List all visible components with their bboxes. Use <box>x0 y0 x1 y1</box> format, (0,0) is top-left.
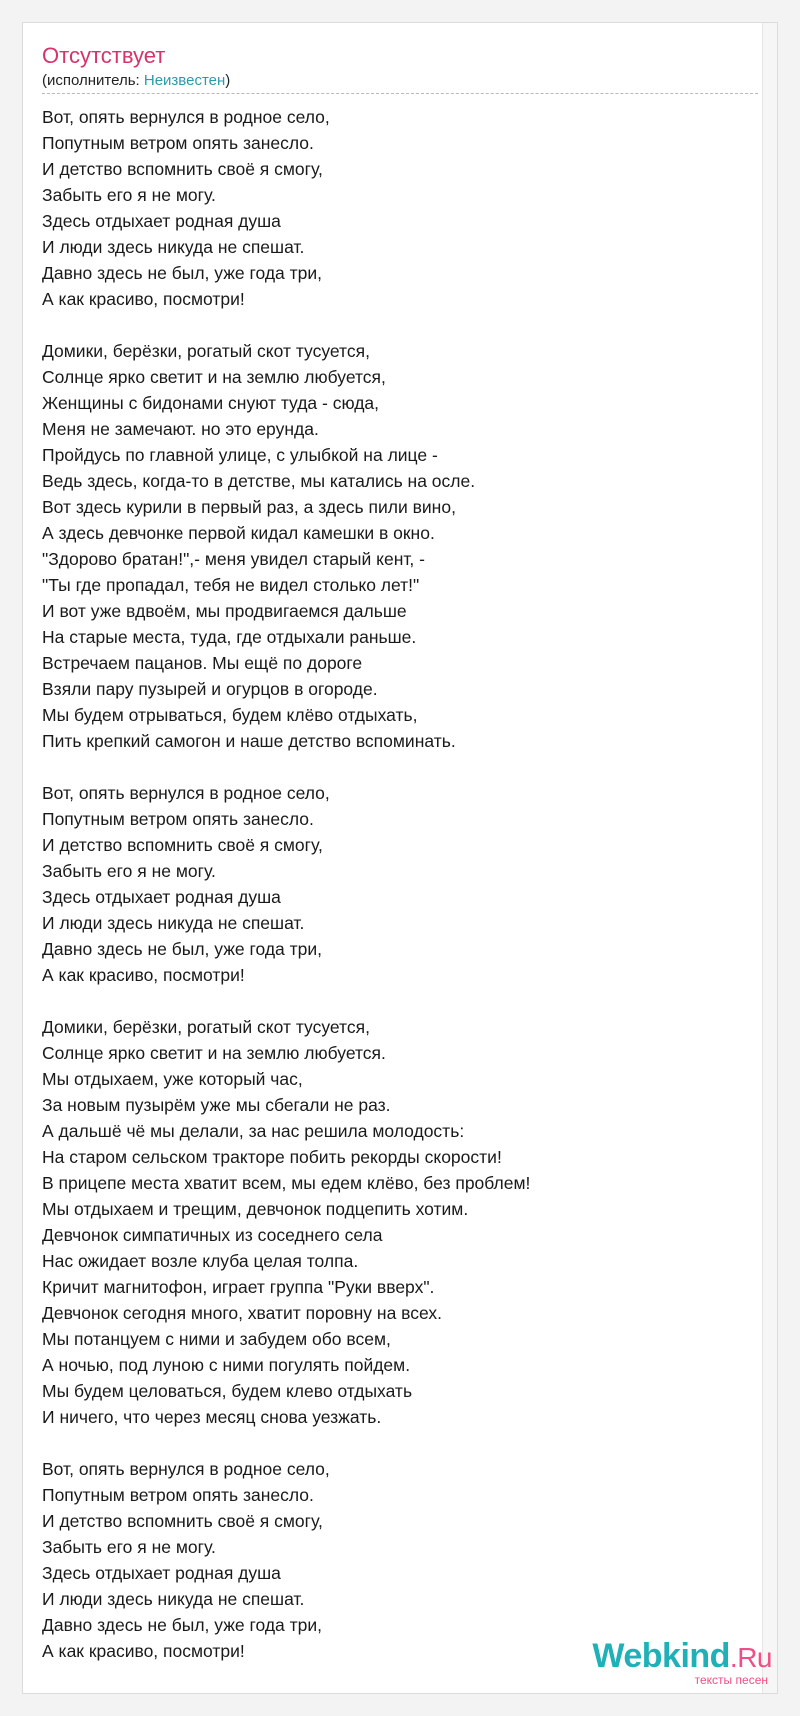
lyric-line: Попутным ветром опять занесло. <box>42 1485 314 1505</box>
lyric-line: И детство вспомнить своё я смогу, <box>42 1511 323 1531</box>
lyric-line: Давно здесь не был, уже года три, <box>42 939 323 959</box>
lyric-line: Попутным ветром опять занесло. <box>42 809 314 829</box>
lyric-line: Пить крепкий самогон и наше детство вспоминать. <box>42 731 456 751</box>
lyric-line: На старые места, туда, где отдыхали раньше. <box>42 627 417 647</box>
lyric-line: Домики, берёзки, рогатый скот тусуется, <box>42 341 370 361</box>
site-logo[interactable] <box>592 1638 772 1686</box>
lyric-line: Мы будем целоваться, будем клево отдыхать <box>42 1381 413 1401</box>
lyric-line: А как красиво, посмотри! <box>42 965 245 985</box>
stanza-gap <box>42 312 742 338</box>
lyric-line: Давно здесь не был, уже года три, <box>42 263 323 283</box>
lyric-line: А как красиво, посмотри! <box>42 289 245 309</box>
performer-link[interactable]: Неизвестен <box>143 72 226 89</box>
lyric-line: Нас ожидает возле клуба целая толпа. <box>42 1251 359 1271</box>
lyric-line: И детство вспомнить своё я смогу, <box>42 159 323 179</box>
lyric-line: Солнце ярко светит и на землю любуется. <box>42 1043 386 1063</box>
lyric-line: А здесь девчонке первой кидал камешки в окно. <box>42 523 435 543</box>
performer-line <box>42 71 230 91</box>
lyric-line: А ночью, под луною с ними погулять пойдем. <box>42 1355 411 1375</box>
lyric-line: Женщины с бидонами снуют туда - сюда, <box>42 393 379 413</box>
logo-tagline: тексты песен <box>694 1673 768 1687</box>
lyric-line: И люди здесь никуда не спешат. <box>42 237 305 257</box>
lyric-line: Попутным ветром опять занесло. <box>42 133 314 153</box>
performer-suffix: ) <box>225 72 231 89</box>
lyric-line: Забыть его я не могу. <box>42 1537 216 1557</box>
lyric-line: Девчонок симпатичных из соседнего села <box>42 1225 383 1245</box>
stanza-gap <box>42 754 742 780</box>
lyric-line: Вот, опять вернулся в родное село, <box>42 107 330 127</box>
lyric-line: Взяли пару пузырей и огурцов в огороде. <box>42 679 378 699</box>
lyrics-text <box>42 104 742 1664</box>
lyric-line: Встречаем пацанов. Мы ещё по дороге <box>42 653 363 673</box>
performer-prefix: (исполнитель: <box>42 72 144 89</box>
lyric-line: "Ты где пропадал, тебя не видел столько лет!" <box>42 575 420 595</box>
lyric-line: В прицепе места хватит всем, мы едем клёво, без проблем! <box>42 1173 531 1193</box>
lyric-line: "Здорово братан!",- меня увидел старый кент, - <box>42 549 425 569</box>
stanza-gap <box>42 988 742 1014</box>
lyric-line: Кричит магнитофон, играет группа "Руки вверх". <box>42 1277 435 1297</box>
lyric-line: Мы отдыхаем и трещим, девчонок подцепить хотим. <box>42 1199 469 1219</box>
lyric-line: А как красиво, посмотри! <box>42 1641 245 1661</box>
lyric-line: Забыть его я не могу. <box>42 185 216 205</box>
lyric-line: Вот здесь курили в первый раз, а здесь пили вино, <box>42 497 456 517</box>
lyric-line: Девчонок сегодня много, хватит поровну на всех. <box>42 1303 442 1323</box>
lyric-line: Домики, берёзки, рогатый скот тусуется, <box>42 1017 370 1037</box>
lyric-line: На старом сельском тракторе побить рекорды скорости! <box>42 1147 502 1167</box>
lyric-line: И детство вспомнить своё я смогу, <box>42 835 323 855</box>
lyric-line: И люди здесь никуда не спешат. <box>42 1589 305 1609</box>
song-title: Отсутствует <box>42 43 166 68</box>
stanza-gap <box>42 1430 742 1456</box>
lyric-line: И вот уже вдвоём, мы продвигаемся дальше <box>42 601 407 621</box>
logo-brand: Webkind <box>592 1637 730 1675</box>
lyric-line: Мы отдыхаем, уже который час, <box>42 1069 303 1089</box>
lyric-line: Вот, опять вернулся в родное село, <box>42 783 330 803</box>
lyric-line: Вот, опять вернулся в родное село, <box>42 1459 330 1479</box>
lyric-line: Здесь отдыхает родная душа <box>42 1563 281 1583</box>
lyric-line: И люди здесь никуда не спешат. <box>42 913 305 933</box>
logo-wordmark <box>592 1638 772 1676</box>
lyric-line: Забыть его я не могу. <box>42 861 216 881</box>
logo-tld: .Ru <box>729 1642 772 1673</box>
lyric-line: А дальшё чё мы делали, за нас решила молодость: <box>42 1121 465 1141</box>
lyric-line: Ведь здесь, когда-то в детстве, мы катались на осле. <box>42 471 476 491</box>
lyric-line: Здесь отдыхает родная душа <box>42 887 281 907</box>
lyric-line: Пройдусь по главной улице, с улыбкой на лице - <box>42 445 438 465</box>
scrollbar-track[interactable] <box>762 23 777 1693</box>
lyric-line: Меня не замечают. но это ерунда. <box>42 419 319 439</box>
lyric-line: Солнце ярко светит и на землю любуется, <box>42 367 386 387</box>
lyric-line: И ничего, что через месяц снова уезжать. <box>42 1407 382 1427</box>
lyric-line: Мы потанцуем с ними и забудем обо всем, <box>42 1329 391 1349</box>
lyric-line: Давно здесь не был, уже года три, <box>42 1615 323 1635</box>
lyric-line: Здесь отдыхает родная душа <box>42 211 281 231</box>
divider <box>42 93 758 94</box>
lyric-line: Мы будем отрываться, будем клёво отдыхать, <box>42 705 418 725</box>
lyric-line: За новым пузырём уже мы сбегали не раз. <box>42 1095 391 1115</box>
